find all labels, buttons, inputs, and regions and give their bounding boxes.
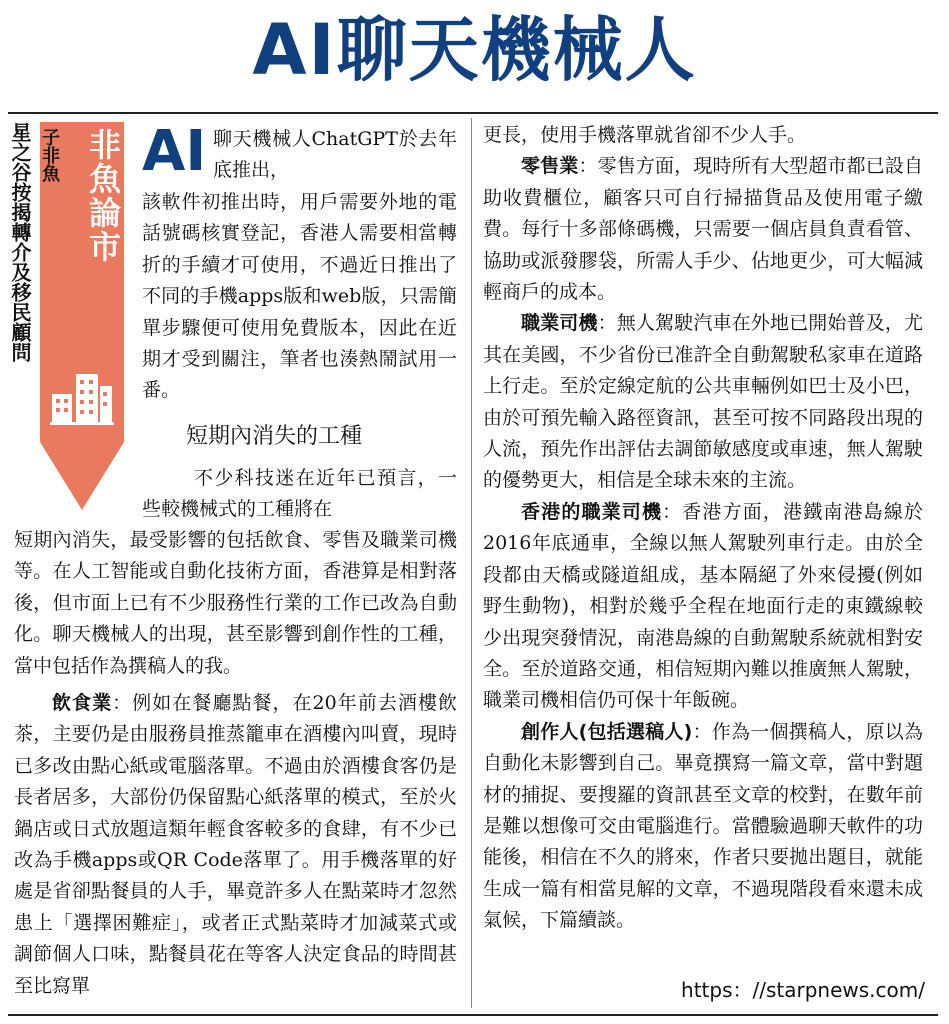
source-url: https：//starpnews.com/ — [681, 978, 925, 1002]
driver-term: 職業司機 — [521, 312, 598, 335]
right-column — [483, 120, 923, 937]
retail-section — [483, 151, 923, 308]
subheading: 短期內消失的工種 — [186, 424, 363, 449]
column-divider — [471, 118, 472, 1008]
creative-section — [483, 717, 923, 937]
intro-paragraph-start: 不少科技迷在近年已預言，一些較機械式的工種將在 — [142, 467, 457, 521]
hk-driver-term: 香港的職業司機 — [521, 500, 663, 523]
creative-text: ：作為一個撰稿人，原以為自動化未影響到自己。畢竟撰寫一篇文章，當中對題材的捕捉、要搜羅的資訊甚至文章的校對，在數年前是難以想像可交由電腦進行。當體驗過聊天軟件的功能後，相信在不久的將來，作者只要拋出題目，就能生成一篇有相當見解的文章，不過現階段看來還未成氣候，下篇續談。 — [483, 720, 923, 932]
creative-term: 創作人(包括選稿人) — [521, 720, 693, 743]
lead-paragraph-start: 聊天機械人ChatGPT於去年底推出， — [213, 128, 457, 182]
top-rule — [8, 112, 938, 114]
food-term: 飲食業 — [52, 692, 113, 714]
retail-text: ：零售方面，現時所有大型超市都已設自助收費櫃位，顧客只可自行掃描貨品及使用電子繳費。每行十多部條碼機，只需要一個店員負責看管、協助或派發膠袋，所需人手少、佔地更少，可大幅減輕商戶的成本。 — [483, 155, 923, 304]
lead-paragraph: 該軟件初推出時，用戶需要外地的電話號碼核實登記，香港人需要相當轉折的手續才可使用，不過近日推出了不同的手機apps版和web版，只需簡單步驟便可使用免費版本，因此在近期才受到關注，筆者也湊熱鬧試用一番。 — [142, 191, 457, 402]
food-section — [14, 688, 457, 1002]
author-credit: 星之谷按揭轉介及移民顧問 — [8, 122, 32, 362]
drop-cap: AI — [142, 119, 207, 184]
driver-section — [483, 308, 923, 496]
hk-driver-section — [483, 497, 923, 717]
column-title: 非魚論市 — [84, 128, 122, 264]
food-continuation: 更長，使用手機落單就省卻不少人手。 — [483, 124, 807, 146]
intro-paragraph: 短期內消失，最受影響的包括飲食、零售及職業司機等。在人工智能或自動化技術方面，香港算是相對落後，但市面上已有不少服務性行業的工作已改為自動化。聊天機械人的出現，甚至影響到創作性的工種，當中包括作為撰稿人的我。 — [14, 529, 457, 677]
food-text: ：例如在餐廳點餐，在20年前去酒樓飲茶，主要仍是由服務員推蒸籠車在酒樓內叫賣，現時已多改由點心紙或電腦落單。不過由於酒樓食客仍是長者居多，大部份仍保留點心紙落單的模式，至於火鍋店或日式放題這類年輕食客較多的食肆，有不少已改為手機apps或QR Code落單了。用手機落單的好處是省卻點餐員的人手，畢竟許多人在點菜時才忽然患上「選擇困難症」，或者正式點菜時才加減菜式或調節個人口味，點餐員花在等客人決定食品的時間甚至比寫單 — [14, 692, 457, 997]
bottom-rule — [8, 1014, 938, 1016]
headline: AI聊天機械人 — [252, 9, 697, 91]
author-name: 子非魚 — [39, 128, 60, 182]
retail-term: 零售業 — [521, 155, 579, 178]
driver-text: ：無人駕駛汽車在外地已開始普及，尤其在美國，不少省份已准許全自動駕駛私家車在道路上行走。至於定線定航的公共車輛例如巴士及小巴，由於可預先輸入路徑資訊，甚至可按不同路段出現的人流，預先作出評估去調節敏感度或車速，無人駕駛的優勢更大，相信是全球未來的主流。 — [483, 312, 923, 492]
hk-driver-text: ：香港方面，港鐵南港島線於2016年底通車，全線以無人駕駛列車行走。由於全段都由天橋或隧道組成，基本隔絕了外來侵擾(例如野生動物)，相對於幾乎全程在地面行走的東鐵線較少出現突發情況，南港島線的自動駕駛系統就相對安全。至於道路交通，相信短期內難以推廣無人駕駛，職業司機相信仍可保十年飯碗。 — [483, 500, 923, 712]
